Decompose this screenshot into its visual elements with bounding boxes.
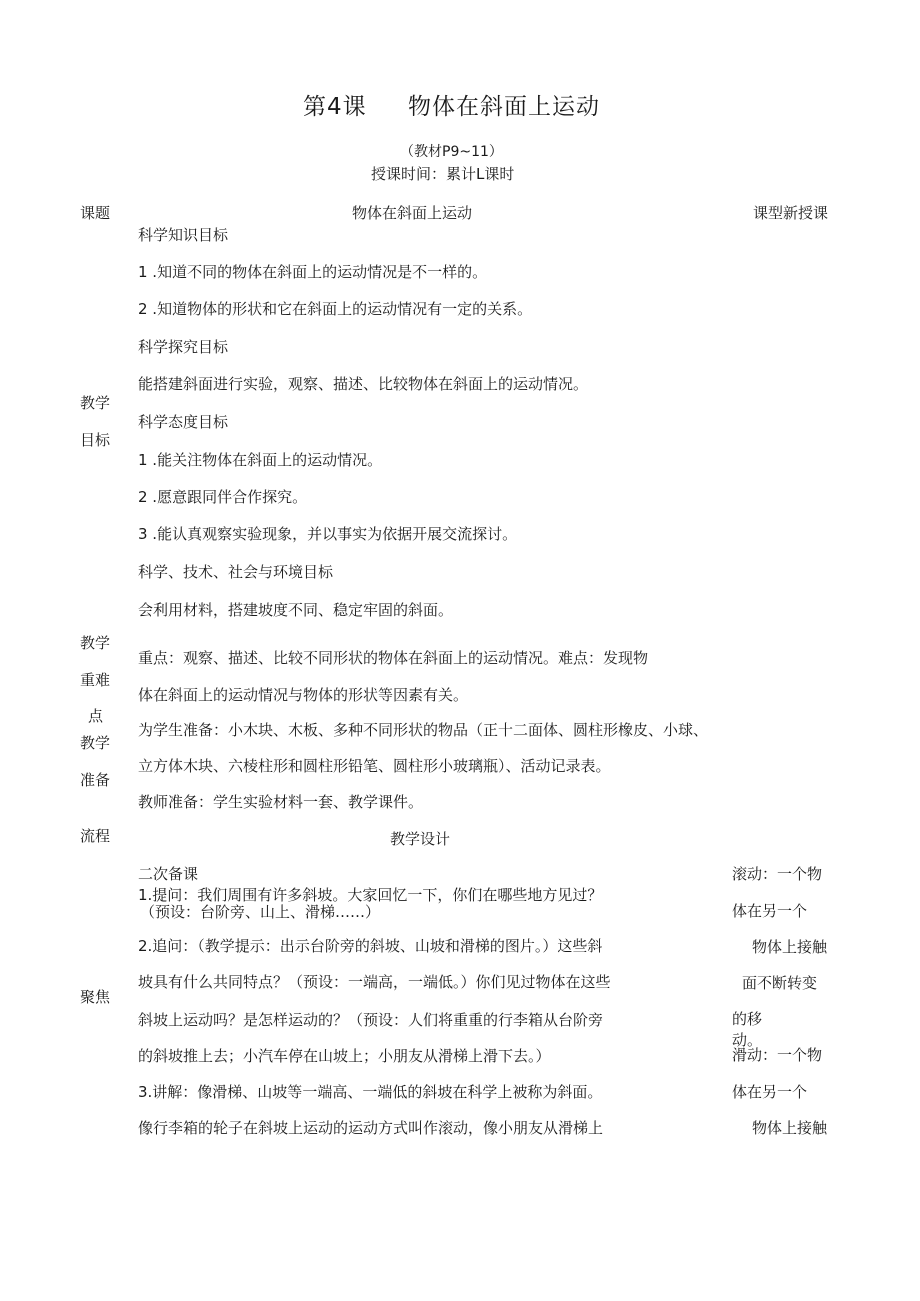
keypoint-line: 体在斜面上的运动情况与物体的形状等因素有关。 — [138, 686, 469, 704]
side-note: 体在另一个 — [732, 1083, 808, 1101]
side-note: 物体上接触 — [752, 1119, 828, 1137]
design-heading: 教学设计 — [390, 830, 451, 848]
focus-line: 斜坡上运动吗？是怎样运动的？（预设：人们将重重的行李箱从台阶旁 — [138, 1011, 604, 1029]
focus-label: 聚焦 — [80, 988, 111, 1006]
goal-line: 3 .能认真观察实验现象，并以事实为依据开展交流探讨。 — [138, 525, 518, 543]
goal-line: 能搭建斜面进行实验，观察、描述、比较物体在斜面上的运动情况。 — [138, 375, 589, 393]
goals-label-2: 目标 — [80, 431, 111, 449]
side-note: 的移 — [732, 1010, 763, 1028]
goal-line: 2 .知道物体的形状和它在斜面上的运动情况有一定的关系。 — [138, 300, 533, 318]
prep-line: 立方体木块、六棱柱形和圆柱形铅笔、圆柱形小玻璃瓶）、活动记录表。 — [138, 757, 611, 775]
lesson-number: 第4课 — [303, 94, 367, 120]
focus-line: 3.讲解：像滑梯、山坡等一端高、一端低的斜坡在科学上被称为斜面。 — [138, 1083, 603, 1101]
keypoints-label-2: 重难 — [80, 671, 111, 689]
class-time: 授课时间：累计L课时 — [371, 165, 515, 183]
side-note: 滑动：一个物 — [732, 1046, 823, 1064]
goal-line: 会利用材料，搭建坡度不同、稳定牢固的斜面。 — [138, 601, 454, 619]
lesson-title: 物体在斜面上运动 — [408, 94, 600, 120]
goal-line: 科学知识目标 — [138, 226, 229, 244]
side-note: 动。 — [732, 1031, 763, 1049]
focus-line: 1.提问：我们周围有许多斜坡。大家回忆一下，你们在哪些地方见过？ — [138, 886, 603, 904]
prep-label-1: 教学 — [80, 734, 111, 752]
prep-line: 教师准备：学生实验材料一套、教学课件。 — [138, 793, 424, 811]
goal-line: 科学、技术、社会与环境目标 — [138, 563, 334, 581]
flow-label: 流程 — [80, 827, 111, 845]
focus-line: 像行李箱的轮子在斜坡上运动的运动方式叫作滚动，像小朋友从滑梯上 — [138, 1119, 604, 1137]
prep-label-2: 准备 — [80, 771, 111, 789]
topic-label: 课题 — [80, 204, 111, 222]
goal-line: 科学探究目标 — [138, 338, 229, 356]
keypoints-label-3: 点 — [88, 707, 104, 725]
side-note: 面不断转变 — [742, 974, 818, 992]
focus-line: 坡具有什么共同特点？（预设：一端高，一端低。）你们见过物体在这些 — [138, 973, 611, 991]
topic-value: 物体在斜面上运动 — [352, 204, 473, 222]
goal-line: 科学态度目标 — [138, 413, 229, 431]
side-note: 体在另一个 — [732, 902, 808, 920]
keypoint-line: 重点：观察、描述、比较不同形状的物体在斜面上的运动情况。难点：发现物 — [138, 649, 649, 667]
second-prep-label: 二次备课 — [138, 865, 199, 883]
focus-line: 2.追问：（教学提示：出示台阶旁的斜坡、山坡和滑梯的图片。）这些斜 — [138, 937, 603, 955]
goal-line: 2 .愿意跟同伴合作探究。 — [138, 488, 308, 506]
focus-line: 的斜坡推上去；小汽车停在山坡上；小朋友从滑梯上滑下去。） — [138, 1047, 551, 1065]
textbook-pages: （教材P9~11） — [400, 144, 503, 160]
class-type: 课型新授课 — [753, 204, 829, 222]
goals-label-1: 教学 — [80, 394, 111, 412]
side-note: 物体上接触 — [752, 938, 828, 956]
goal-line: 1 .知道不同的物体在斜面上的运动情况是不一样的。 — [138, 263, 488, 281]
prep-line: 为学生准备：小木块、木板、多种不同形状的物品（正十二面体、圆柱形橡皮、小球、 — [138, 721, 709, 739]
goal-line: 1 .能关注物体在斜面上的运动情况。 — [138, 451, 383, 469]
focus-line: （预设：台阶旁、山上、滑梯……） — [140, 903, 381, 921]
side-note: 滚动：一个物 — [732, 865, 823, 883]
keypoints-label-1: 教学 — [80, 634, 111, 652]
